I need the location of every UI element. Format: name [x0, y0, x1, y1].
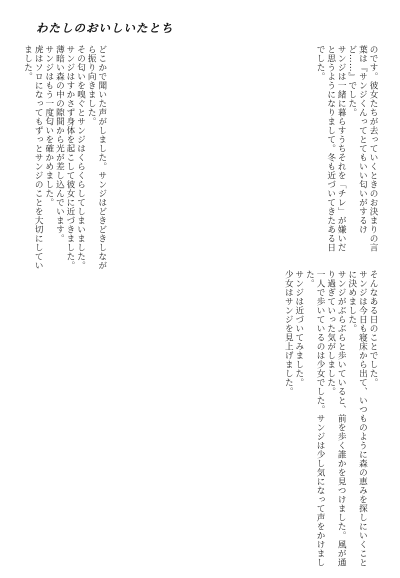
text-block-3: どこかで聞いた声がしました。サンジはどきどきしながら振り向きました。 その匂いを嗅ぐとサンジはくらくらしてしまいました。 サンジはすかさず身体を起こして彼女に近づきました。 薄暗い森の中の隙間から光が差し込んでいます。 サンジはもう一度匂いを確かめました。 虎はソロになってもずっとサンジのことを大切にしていました。 [22, 45, 107, 270]
page-title: わたしのおいしいたとち [36, 21, 174, 35]
text-block-2: そんなある日のことでした。 サンジは今日も寝床から出て、いつものように森の恵みを探しにいくことに決めました。 サンジがぶらぶらと歩いていると、前を歩く誰かを見つけました。風が通り過ぎていった気がしました。 一人で歩いているのは少女でした。サンジは少し気になって声をかけました。 サンジは近づいてみました。 少女はサンジを見上げました。 [283, 270, 378, 567]
text-block-1: のです。彼女たちが去っていくときのお決まりの言葉は『サンジくんってとてもいい匂いがするけど……』でした。 サンジは一緒に暮らすうちそれを「チレ」が嫌いだと思うようになりまして。冬も近づいてきたある日でした。 [315, 45, 378, 252]
